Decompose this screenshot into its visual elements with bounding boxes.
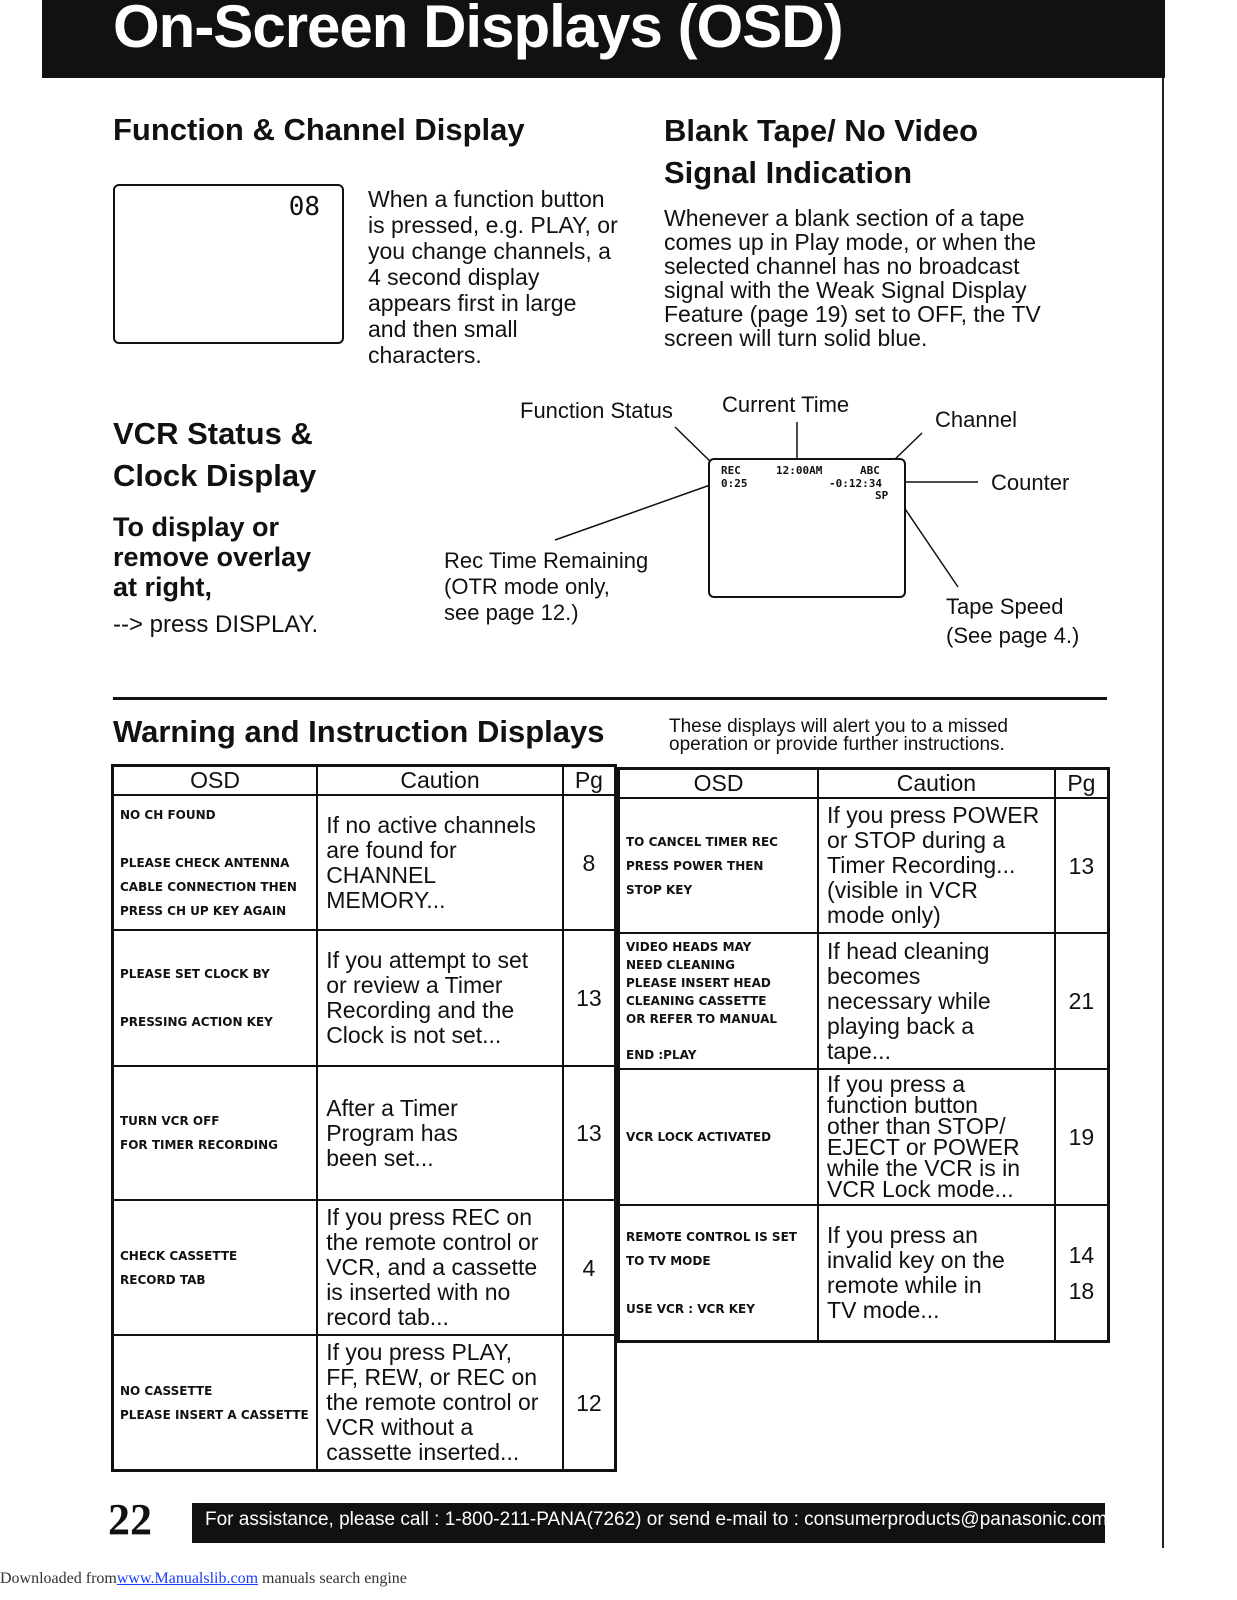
callout-tape-speed (946, 592, 1079, 650)
page-ref: 8 (563, 795, 616, 930)
osd-channel-value: ABC (860, 464, 880, 477)
col-header-caution: Caution (317, 766, 563, 796)
callout-rec-time-line1: Rec Time Remaining (444, 548, 649, 573)
callout-rec-time-line2: (OTR mode only, (444, 574, 610, 599)
osd-rec-label: REC (721, 464, 741, 477)
osd-tape-speed-value: SP (875, 489, 889, 502)
table-row (113, 795, 616, 930)
function-channel-heading: Function & Channel Display (113, 112, 525, 147)
warning-table-right (617, 767, 1110, 1343)
osd-message: REMOTE CONTROL IS SET TO TV MODE USE VCR : VCR KEY (619, 1205, 819, 1341)
osd-rec-time-value: 0:25 (721, 477, 748, 490)
col-header-osd: OSD (619, 769, 819, 799)
col-header-osd: OSD (113, 766, 318, 796)
manualslib-link[interactable]: www.Manualslib.com (116, 1570, 259, 1587)
page-ref: 12 (563, 1335, 616, 1471)
channel-screen-value: 08 (288, 192, 320, 222)
page-ref: 13 (1055, 798, 1109, 933)
callout-tape-speed-line1: Tape Speed (946, 594, 1064, 619)
page-title: On-Screen Displays (OSD) (113, 0, 843, 60)
osd-message: VCR LOCK ACTIVATED (619, 1069, 819, 1205)
page-ref: 21 (1055, 933, 1109, 1069)
warning-note: These displays will alert you to a missed operation or provide further instructions. (669, 716, 1008, 755)
warning-table-left (111, 764, 617, 1472)
callout-rec-time (444, 548, 648, 626)
vcr-status-sub-line3: at right, (113, 572, 212, 602)
caution-text: If head cleaning becomes necessary while playing back a tape... (818, 933, 1055, 1069)
page-ref: 14 18 (1055, 1205, 1109, 1341)
caution-text: If you press REC on the remote control or VCR, and a cassette is inserted with no record tab... (317, 1200, 563, 1335)
callout-counter: Counter (991, 470, 1070, 495)
callout-function-status: Function Status (520, 398, 673, 423)
callout-rec-time-line3: see page 12.) (444, 600, 579, 625)
display-instruction: --> press DISPLAY. (113, 611, 319, 638)
page-ref: 19 (1055, 1069, 1109, 1205)
osd-message: NO CASSETTE PLEASE INSERT A CASSETTE (113, 1335, 318, 1471)
download-prefix: Downloaded from (0, 1570, 117, 1587)
assistance-text: For assistance, please call : 1-800-211-PANA(7262) or send e-mail to : consumerproducts@panasonic.com (205, 1509, 1108, 1530)
table-row (619, 1205, 1109, 1341)
osd-clock-value: 12:00AM (776, 464, 823, 477)
table-row (619, 798, 1109, 933)
caution-text: If you attempt to set or review a Timer Recording and the Clock is not set... (317, 930, 563, 1066)
table-row (619, 1069, 1109, 1205)
col-header-pg: Pg (1055, 769, 1109, 799)
blank-tape-heading-line2: Signal Indication (664, 155, 913, 190)
osd-message: TURN VCR OFF FOR TIMER RECORDING (113, 1066, 318, 1200)
page-ref: 13 (563, 1066, 616, 1200)
vcr-status-sub-line2: remove overlay (113, 542, 312, 572)
vcr-status-heading-line2: Clock Display (113, 458, 317, 493)
table-row (113, 1200, 616, 1335)
function-channel-text: When a function button is pressed, e.g. PLAY, or you change channels, a 4 second display appears first in large and then small characters. (368, 186, 618, 368)
callout-tape-speed-line2: (See page 4.) (946, 623, 1080, 648)
osd-message: TO CANCEL TIMER REC PRESS POWER THEN STOP KEY (619, 798, 819, 933)
table-row (113, 1066, 616, 1200)
callout-current-time: Current Time (722, 392, 850, 417)
caution-text: If you press PLAY, FF, REW, or REC on the remote control or VCR without a cassette inserted... (317, 1335, 563, 1471)
download-suffix: manuals search engine (258, 1570, 407, 1587)
section-divider (113, 697, 1107, 700)
col-header-caution: Caution (818, 769, 1055, 799)
callout-channel: Channel (935, 407, 1017, 432)
caution-text: If you press a function button other than STOP/ EJECT or POWER while the VCR is in VCR Lock mode... (818, 1069, 1055, 1205)
osd-counter-value: -0:12:34 (829, 477, 882, 490)
table-row (619, 933, 1109, 1069)
page-ref: 13 (563, 930, 616, 1066)
osd-message: NO CH FOUND PLEASE CHECK ANTENNA CABLE CONNECTION THEN PRESS CH UP KEY AGAIN (113, 795, 318, 930)
table-row (113, 930, 616, 1066)
osd-message: VIDEO HEADS MAY NEED CLEANING PLEASE INSERT HEAD CLEANING CASSETTE OR REFER TO MANUAL END :PLAY (619, 933, 819, 1069)
table-row (113, 1335, 616, 1471)
caution-text: If you press an invalid key on the remote while in TV mode... (818, 1205, 1055, 1341)
warning-heading: Warning and Instruction Displays (113, 714, 605, 749)
osd-message: PLEASE SET CLOCK BY PRESSING ACTION KEY (113, 930, 318, 1066)
col-header-pg: Pg (563, 766, 616, 796)
caution-text: If you press POWER or STOP during a Timer Recording... (visible in VCR mode only) (818, 798, 1055, 933)
page-number: 22 (108, 1495, 152, 1544)
osd-message: CHECK CASSETTE RECORD TAB (113, 1200, 318, 1335)
blank-tape-text: Whenever a blank section of a tape comes up in Play mode, or when the selected channel has no broadcast signal with the Weak Signal Display Feature (page 19) set to OFF, the TV screen will turn solid blue. (664, 205, 1041, 351)
vcr-status-sub-line1: To display or (113, 512, 280, 542)
vcr-status-heading-line1: VCR Status & (113, 416, 313, 451)
download-credit (0, 1570, 407, 1588)
caution-text: If no active channels are found for CHANNEL MEMORY... (317, 795, 563, 930)
caution-text: After a Timer Program has been set... (317, 1066, 563, 1200)
page-ref: 4 (563, 1200, 616, 1335)
blank-tape-heading-line1: Blank Tape/ No Video (664, 113, 979, 148)
